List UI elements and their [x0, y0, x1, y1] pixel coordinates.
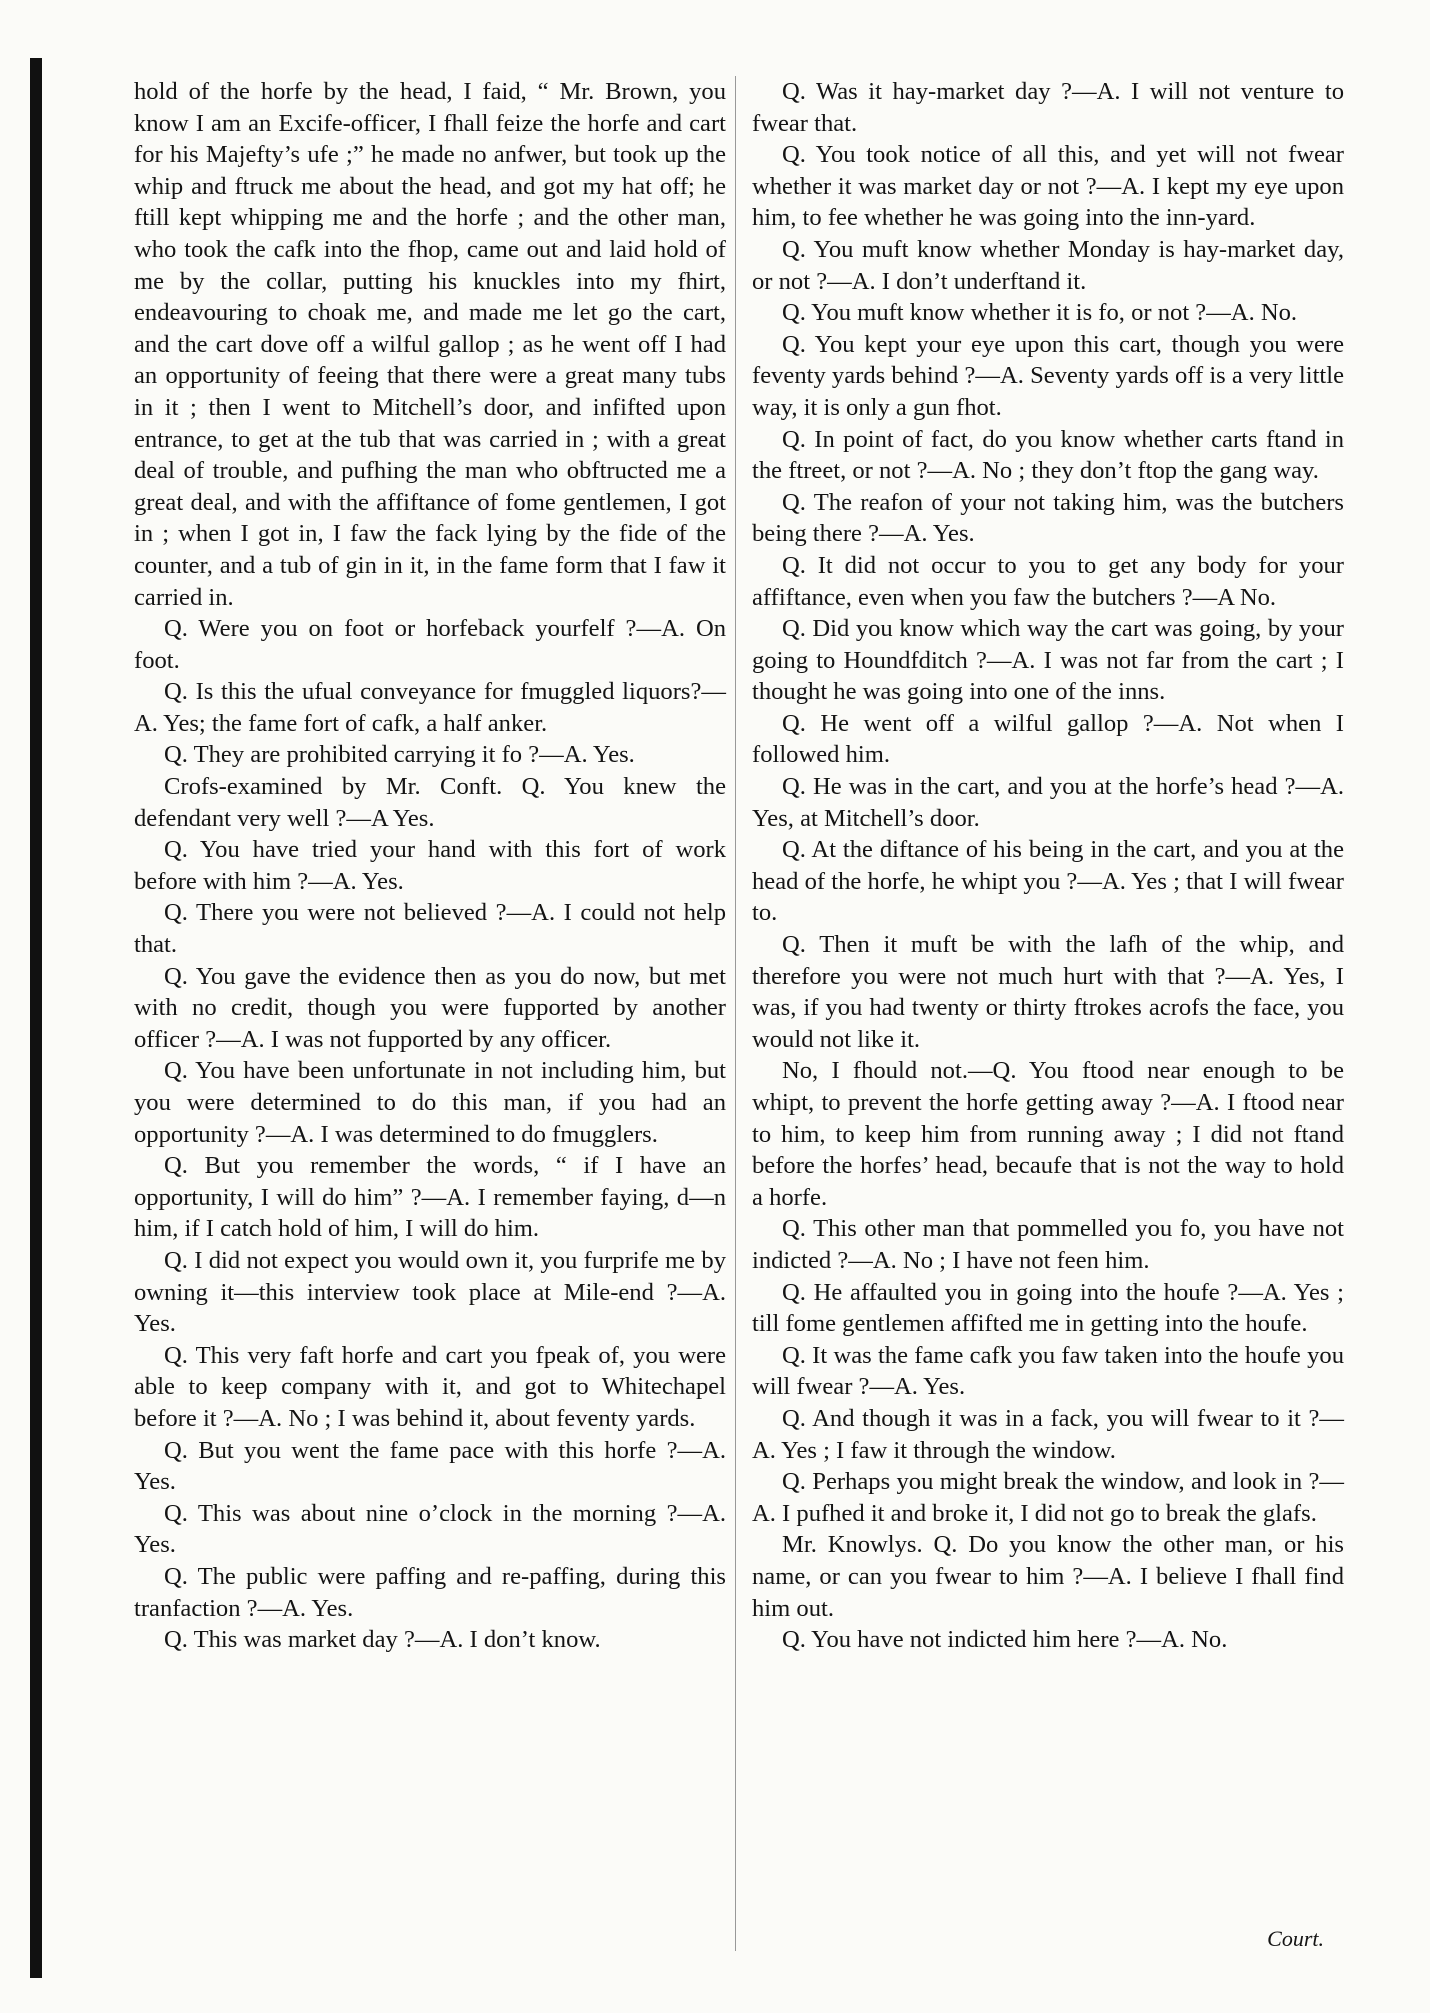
paragraph: Q. This very faft horfe and cart you fpeak of, you were able to keep company with it, and got to Whitechapel before it ?—A. No ; I was behind it, about feventy yards.	[134, 1341, 726, 1432]
paragraph: Q. This was market day ?—A. I don’t know.	[164, 1626, 601, 1654]
paragraph: Q. Were you on foot or horfeback yourfelf ?—A. On foot.	[134, 615, 726, 674]
paragraph: Q. Is this the ufual conveyance for fmuggled liquors?—A. Yes; the fame fort of cafk, a half anker.	[134, 678, 726, 737]
paragraph: Q. There you were not believed ?—A. I could not help that.	[134, 899, 726, 959]
catchword: Court.	[1267, 1926, 1324, 1951]
paragraph: Q. The public were paffing and re-paffing, during this tranfaction ?—A. Yes.	[134, 1562, 726, 1622]
paragraph: Q. You muft know whether Monday is hay-market day, or not ?—A. I don’t underftand it.	[752, 235, 1344, 295]
paragraph: Q. He was in the cart, and you at the horfe’s head ?—A. Yes, at Mitchell’s door.	[752, 773, 1344, 832]
paragraph: Q. It did not occur to you to get any body for your affiftance, even when you faw the butchers ?—A No.	[752, 551, 1344, 611]
paragraph: Q. Did you know which way the cart was going, by your going to Houndfditch ?—A. I was not far from the cart ; I thought he was going into one of the inns.	[752, 615, 1344, 706]
paragraph: Mr. Knowlys. Q. Do you know the other man, or his name, or can you fwear to him ?—A. I believe I fhall find him out.	[752, 1531, 1344, 1622]
paragraph: Q. At the diftance of his being in the cart, and you at the head of the horfe, he whipt you ?—A. Yes ; that I will fwear to.	[752, 836, 1344, 927]
right-column	[752, 76, 1344, 1656]
paragraph: Q. They are prohibited carrying it fo ?—A. Yes.	[164, 741, 635, 769]
paragraph: Q. Perhaps you might break the window, and look in ?—A. I pufhed it and broke it, I did not go to break the glafs.	[752, 1468, 1344, 1527]
paragraph: Q. I did not expect you would own it, you furprife me by owning it—this interview took place at Mile-end ?—A. Yes.	[134, 1246, 726, 1338]
paragraph: Q. You kept your eye upon this cart, though you were feventy yards behind ?—A. Seventy yards off is a very little way, it is only a gun fhot.	[752, 330, 1344, 421]
paragraph: Q. In point of fact, do you know whether carts ftand in the ftreet, or not ?—A. No ; they don’t ftop the gang way.	[752, 425, 1344, 485]
paragraph: Q. The reafon of your not taking him, was the butchers being there ?—A. Yes.	[752, 488, 1344, 548]
paragraph: Q. This was about nine o’clock in the morning ?—A. Yes.	[134, 1499, 726, 1559]
paragraph: hold of the horfe by the head, I faid, “ Mr. Brown, you know I am an Excife-officer, I fhall feize the horfe and cart for his Majefty’s ufe ;” he made no anfwer, but took up the whip and ftruck me about the head, and got my hat off; he ftill kept whipping me and the horfe ; and the other man, who took the cafk into the fhop, came out and laid hold of me by the collar, putting his knuckles into my fhirt, endeavouring to choak me, and made me let go the cart, and the cart dove off a wilful gallop ; as he went off I had an opportunity of feeing that there were a great many tubs in it ; then I went to Mitchell’s door, and infifted upon entrance, to get at the tub that was carried in ; with a great deal of trouble, and pufhing the man who obftructed me a great deal, and with the affiftance of fome gentlemen, I got in ; when I got in, I faw the fack lying by the fide of the counter, and a tub of gin in it, in the fame form that I faw it carried in.	[134, 78, 726, 611]
paragraph: Q. But you remember the words, “ if I have an opportunity, I will do him” ?—A. I remember faying, d—n him, if I catch hold of him, I will do him.	[134, 1152, 726, 1243]
paragraph: Q. But you went the fame pace with this horfe ?—A. Yes.	[134, 1436, 726, 1496]
page-spine-edge	[30, 58, 42, 1978]
paragraph: Q. And though it was in a fack, you will fwear to it ?—A. Yes ; I faw it through the window.	[752, 1404, 1344, 1464]
paragraph: Q. You have tried your hand with this fort of work before with him ?—A. Yes.	[134, 836, 726, 895]
paragraph: Q. He went off a wilful gallop ?—A. Not when I followed him.	[752, 709, 1344, 769]
column-divider	[735, 76, 736, 1951]
paragraph: Q. You have not indicted him here ?—A. No.	[782, 1626, 1228, 1654]
left-column	[134, 76, 726, 1656]
paragraph: Q. It was the fame cafk you faw taken into the houfe you will fwear ?—A. Yes.	[752, 1341, 1344, 1401]
document-page	[134, 76, 1344, 1976]
paragraph: No, I fhould not.—Q. You ftood near enough to be whipt, to prevent the horfe getting away ?—A. I ftood near to him, to keep him from running away ; I did not ftand before the horfes’ head, becaufe that is not the way to hold a horfe.	[752, 1057, 1344, 1211]
paragraph: Q. Was it hay-market day ?—A. I will not venture to fwear that.	[752, 78, 1344, 137]
paragraph: Q. You gave the evidence then as you do now, but met with no credit, though you were fupported by another officer ?—A. I was not fupported by any officer.	[134, 962, 726, 1053]
paragraph: Q. You took notice of all this, and yet will not fwear whether it was market day or not ?—A. I kept my eye upon him, to fee whether he was going into the inn-yard.	[752, 141, 1344, 232]
paragraph: Q. Then it muft be with the lafh of the whip, and therefore you were not much hurt with that ?—A. Yes, I was, if you had twenty or thirty ftrokes acrofs the face, you would not like it.	[752, 931, 1344, 1053]
paragraph: Q. You have been unfortunate in not including him, but you were determined to do this man, if you had an opportunity ?—A. I was determined to do fmugglers.	[134, 1057, 726, 1148]
paragraph: Q. This other man that pommelled you fo, you have not indicted ?—A. No ; I have not feen him.	[752, 1215, 1344, 1274]
paragraph: Crofs-examined by Mr. Conft. Q. You knew the defendant very well ?—A Yes.	[134, 773, 726, 832]
paragraph: Q. He affaulted you in going into the houfe ?—A. Yes ; till fome gentlemen affifted me in getting into the houfe.	[752, 1278, 1344, 1338]
paragraph: Q. You muft know whether it is fo, or not ?—A. No.	[782, 299, 1298, 327]
